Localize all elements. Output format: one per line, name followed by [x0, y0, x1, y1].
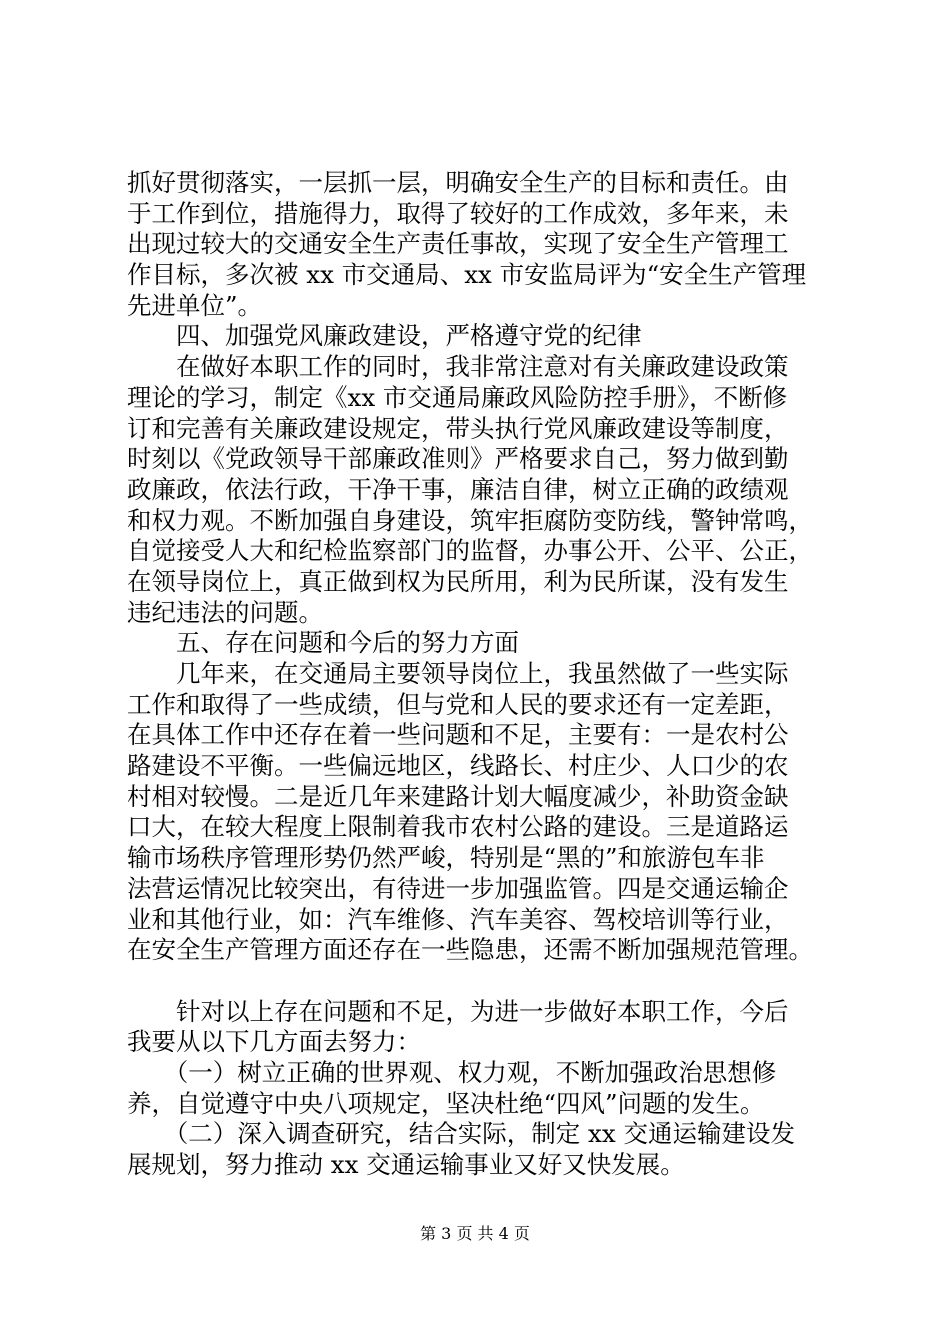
text-line: 时刻以《党政领导干部廉政准则》严格要求自己，努力做到勤: [127, 444, 789, 474]
text-line: 政廉政，依法行政，干净干事，廉洁自律，树立正确的政绩观: [127, 474, 789, 504]
text-line: 于工作到位，措施得力，取得了较好的工作成效，多年来，未: [127, 198, 789, 228]
page-footer: 第 3 页 共 4 页: [420, 1224, 530, 1243]
paragraph-integrity: [127, 352, 851, 628]
text-line: 在安全生产管理方面还存在一些隐患，还需不断加强规范管理。: [127, 935, 813, 965]
section-heading-5: [127, 628, 851, 659]
text-line: 输市场秩序管理形势仍然严峻，特别是“黑的”和旅游包车非: [127, 843, 765, 873]
text-line: 自觉接受人大和纪检监察部门的监督，办事公开、公平、公正，: [127, 536, 813, 566]
text-line: 养，自觉遵守中央八项规定，坚决杜绝“四风”问题的发生。: [127, 1088, 765, 1118]
text-line: 违纪违法的问题。: [127, 597, 323, 627]
text-line: 展规划，努力推动 xx 交通运输事业又好又快发展。: [127, 1150, 685, 1179]
text-line: 在领导岗位上，真正做到权为民所用，利为民所谋，没有发生: [127, 566, 789, 596]
section-heading-4: [127, 321, 851, 352]
paragraph-safety-summary: [127, 168, 851, 321]
text-line: 作目标，多次被 xx 市交通局、xx 市安监局评为“安全生产管理: [127, 260, 807, 290]
text-line: （一）树立正确的世界观、权力观，不断加强政治思想修: [127, 1057, 777, 1087]
paragraph-future-intro: [127, 997, 851, 1058]
text-line: 四、加强党风廉政建设，严格遵守党的纪律: [127, 321, 642, 351]
text-line: 在具体工作中还存在着一些问题和不足，主要有：一是农村公: [127, 720, 789, 750]
text-line: 村相对较慢。二是近几年来建路计划大幅度减少，补助资金缺: [127, 781, 789, 811]
text-line: 业和其他行业，如：汽车维修、汽车美容、驾校培训等行业，: [127, 904, 789, 934]
text-line: 在做好本职工作的同时，我非常注意对有关廉政建设政策: [127, 352, 789, 382]
text-line: 法营运情况比较突出，有待进一步加强监管。四是交通运输企: [127, 873, 789, 903]
paragraph-problems: [127, 659, 851, 966]
text-line: 订和完善有关廉政建设规定，带头执行党风廉政建设等制度，: [127, 413, 789, 443]
text-line: 先进单位”。: [127, 290, 263, 320]
text-line: 工作和取得了一些成绩，但与党和人民的要求还有一定差距，: [127, 689, 789, 719]
text-line: 几年来，在交通局主要领导岗位上，我虽然做了一些实际: [127, 659, 789, 688]
text-line: 理论的学习，制定《xx 市交通局廉政风险防控手册》，不断修: [127, 382, 788, 412]
paragraph-item-2: [127, 1119, 851, 1180]
text-line: 抓好贯彻落实，一层抓一层，明确安全生产的目标和责任。由: [127, 168, 789, 197]
paragraph-gap: [127, 966, 851, 997]
text-line: 出现过较大的交通安全生产责任事故，实现了安全生产管理工: [127, 229, 789, 259]
paragraph-item-1: [127, 1058, 851, 1119]
body-text: [127, 168, 851, 1181]
text-line: 我要从以下几方面去努力：: [127, 1027, 421, 1057]
text-line: 五、存在问题和今后的努力方面: [127, 628, 519, 658]
text-line: （二）深入调查研究，结合实际，制定 xx 交通运输建设发: [127, 1119, 795, 1149]
text-line: 和权力观。不断加强自身建设，筑牢拒腐防变防线，警钟常鸣，: [127, 505, 813, 535]
text-line: 路建设不平衡。一些偏远地区，线路长、村庄少、人口少的农: [127, 751, 789, 781]
text-line: 针对以上存在问题和不足，为进一步做好本职工作，今后: [127, 996, 789, 1026]
text-line: 口大，在较大程度上限制着我市农村公路的建设。三是道路运: [127, 812, 789, 842]
